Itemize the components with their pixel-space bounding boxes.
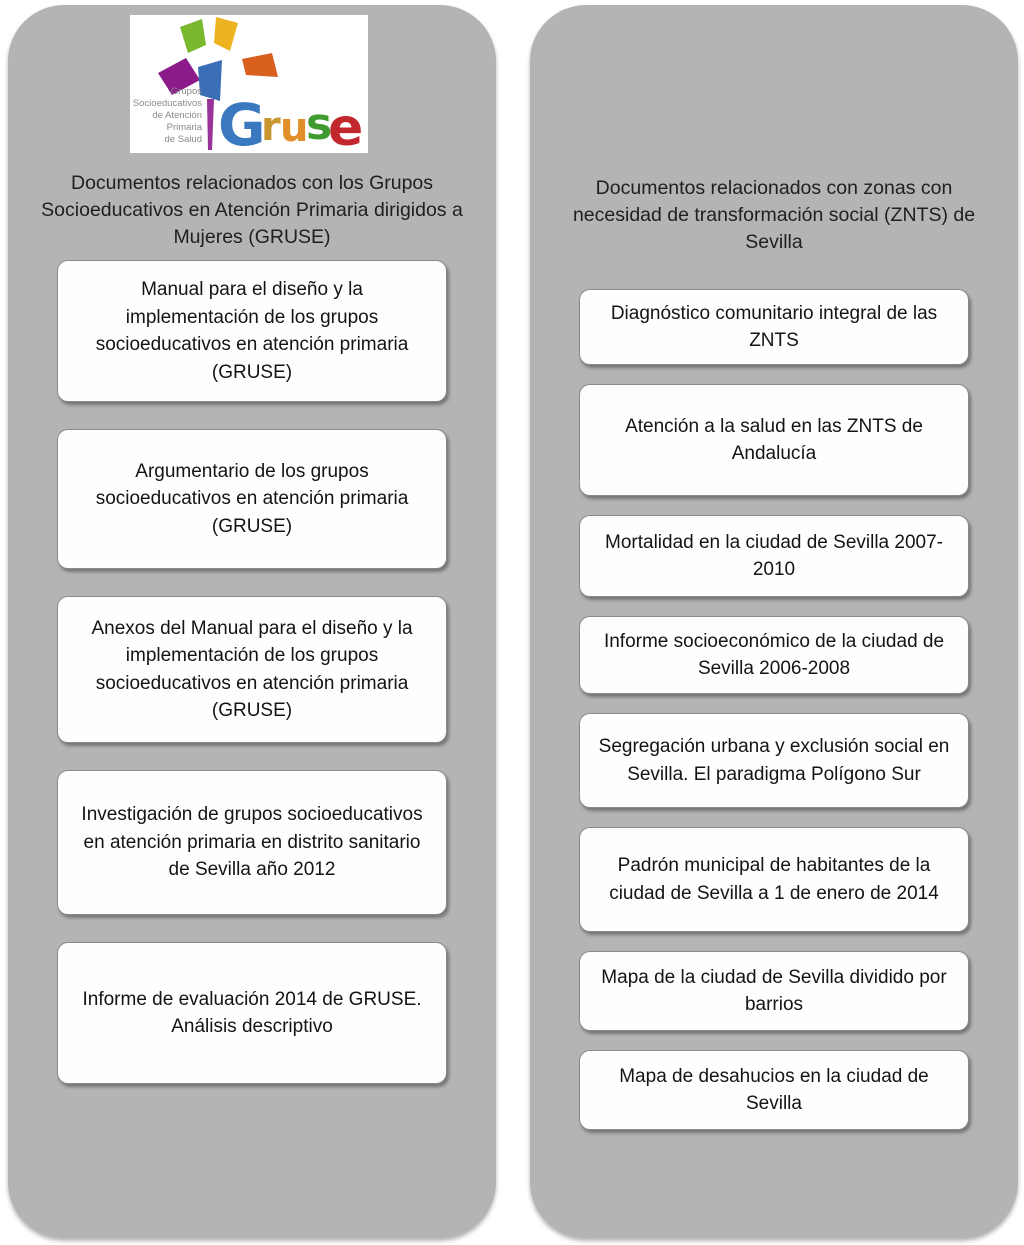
right-panel-title: Documentos relacionados con zonas con necesidad de transformación social (ZNTS) de Sevilla — [572, 177, 976, 253]
document-title: Anexos del Manual para el diseño y la implementación de los grupos socioeducativos en atención primaria (GRUSE) — [91, 617, 413, 721]
right-document-list — [530, 289, 1018, 1130]
document-title: Argumentario de los grupos socioeducativos en atención primaria (GRUSE) — [95, 460, 409, 537]
logo-org-line: de Atención — [152, 110, 202, 121]
logo-stem-icon — [207, 99, 214, 150]
document-title: Mapa de la ciudad de Sevilla dividido por barrios — [601, 966, 947, 1015]
document-box[interactable] — [57, 770, 447, 915]
document-title: Investigación de grupos socioeducativos en atención primaria en distrito sanitario de Sevilla año 2012 — [81, 804, 423, 881]
document-box[interactable] — [579, 1050, 969, 1130]
document-box[interactable] — [57, 942, 447, 1084]
document-box[interactable] — [579, 827, 969, 932]
gruse-logo-graphic — [130, 15, 368, 153]
document-title: Manual para el diseño y la implementación de los grupos socioeducativos en atención primaria (GRUSE) — [95, 279, 409, 383]
document-title: Segregación urbana y exclusión social en Sevilla. El paradigma Polígono Sur — [598, 736, 950, 785]
document-box[interactable] — [579, 713, 969, 808]
document-box[interactable] — [57, 596, 447, 743]
document-title: Atención a la salud en las ZNTS de Andalucía — [625, 415, 923, 464]
left-panel-title: Documentos relacionados con los Grupos Socioeducativos en Atención Primaria dirigidos a Mujeres (GRUSE) — [41, 172, 463, 248]
logo-letter-r: r — [261, 104, 281, 150]
logo-org-line: Grupos — [170, 86, 202, 97]
document-title: Mapa de desahucios en la ciudad de Sevilla — [619, 1065, 929, 1114]
logo-letter-u: u — [280, 105, 309, 151]
panel-gruse-documents — [8, 5, 496, 1238]
document-box[interactable] — [57, 260, 447, 402]
document-box[interactable] — [579, 289, 969, 365]
document-title: Informe socioeconómico de la ciudad de Sevilla 2006-2008 — [603, 630, 945, 679]
document-box[interactable] — [579, 515, 969, 597]
logo-petal-gold-icon — [214, 17, 238, 51]
logo-org-line: Socioeducativos — [132, 98, 202, 109]
left-document-list — [8, 260, 496, 1084]
logo-petal-green-icon — [180, 19, 206, 53]
document-box[interactable] — [579, 384, 969, 496]
document-title: Diagnóstico comunitario integral de las ZNTS — [610, 302, 938, 351]
gruse-logo — [130, 15, 368, 153]
document-title: Informe de evaluación 2014 de GRUSE. Análisis descriptivo — [82, 988, 422, 1037]
document-box[interactable] — [579, 616, 969, 694]
document-title: Mortalidad en la ciudad de Sevilla 2007-2010 — [605, 531, 943, 580]
logo-org-line: de Salud — [164, 134, 202, 145]
logo-org-line: Primaria — [166, 122, 202, 133]
panel-znts-documents — [530, 5, 1018, 1238]
document-title: Padrón municipal de habitantes de la ciudad de Sevilla a 1 de enero de 2014 — [609, 855, 939, 904]
logo-letter-e: e — [328, 98, 364, 153]
logo-petal-orange-icon — [242, 53, 278, 77]
logo-letter-g: G — [218, 91, 266, 153]
document-box[interactable] — [579, 951, 969, 1031]
logo-letter-s: s — [306, 99, 333, 150]
document-box[interactable] — [57, 429, 447, 569]
